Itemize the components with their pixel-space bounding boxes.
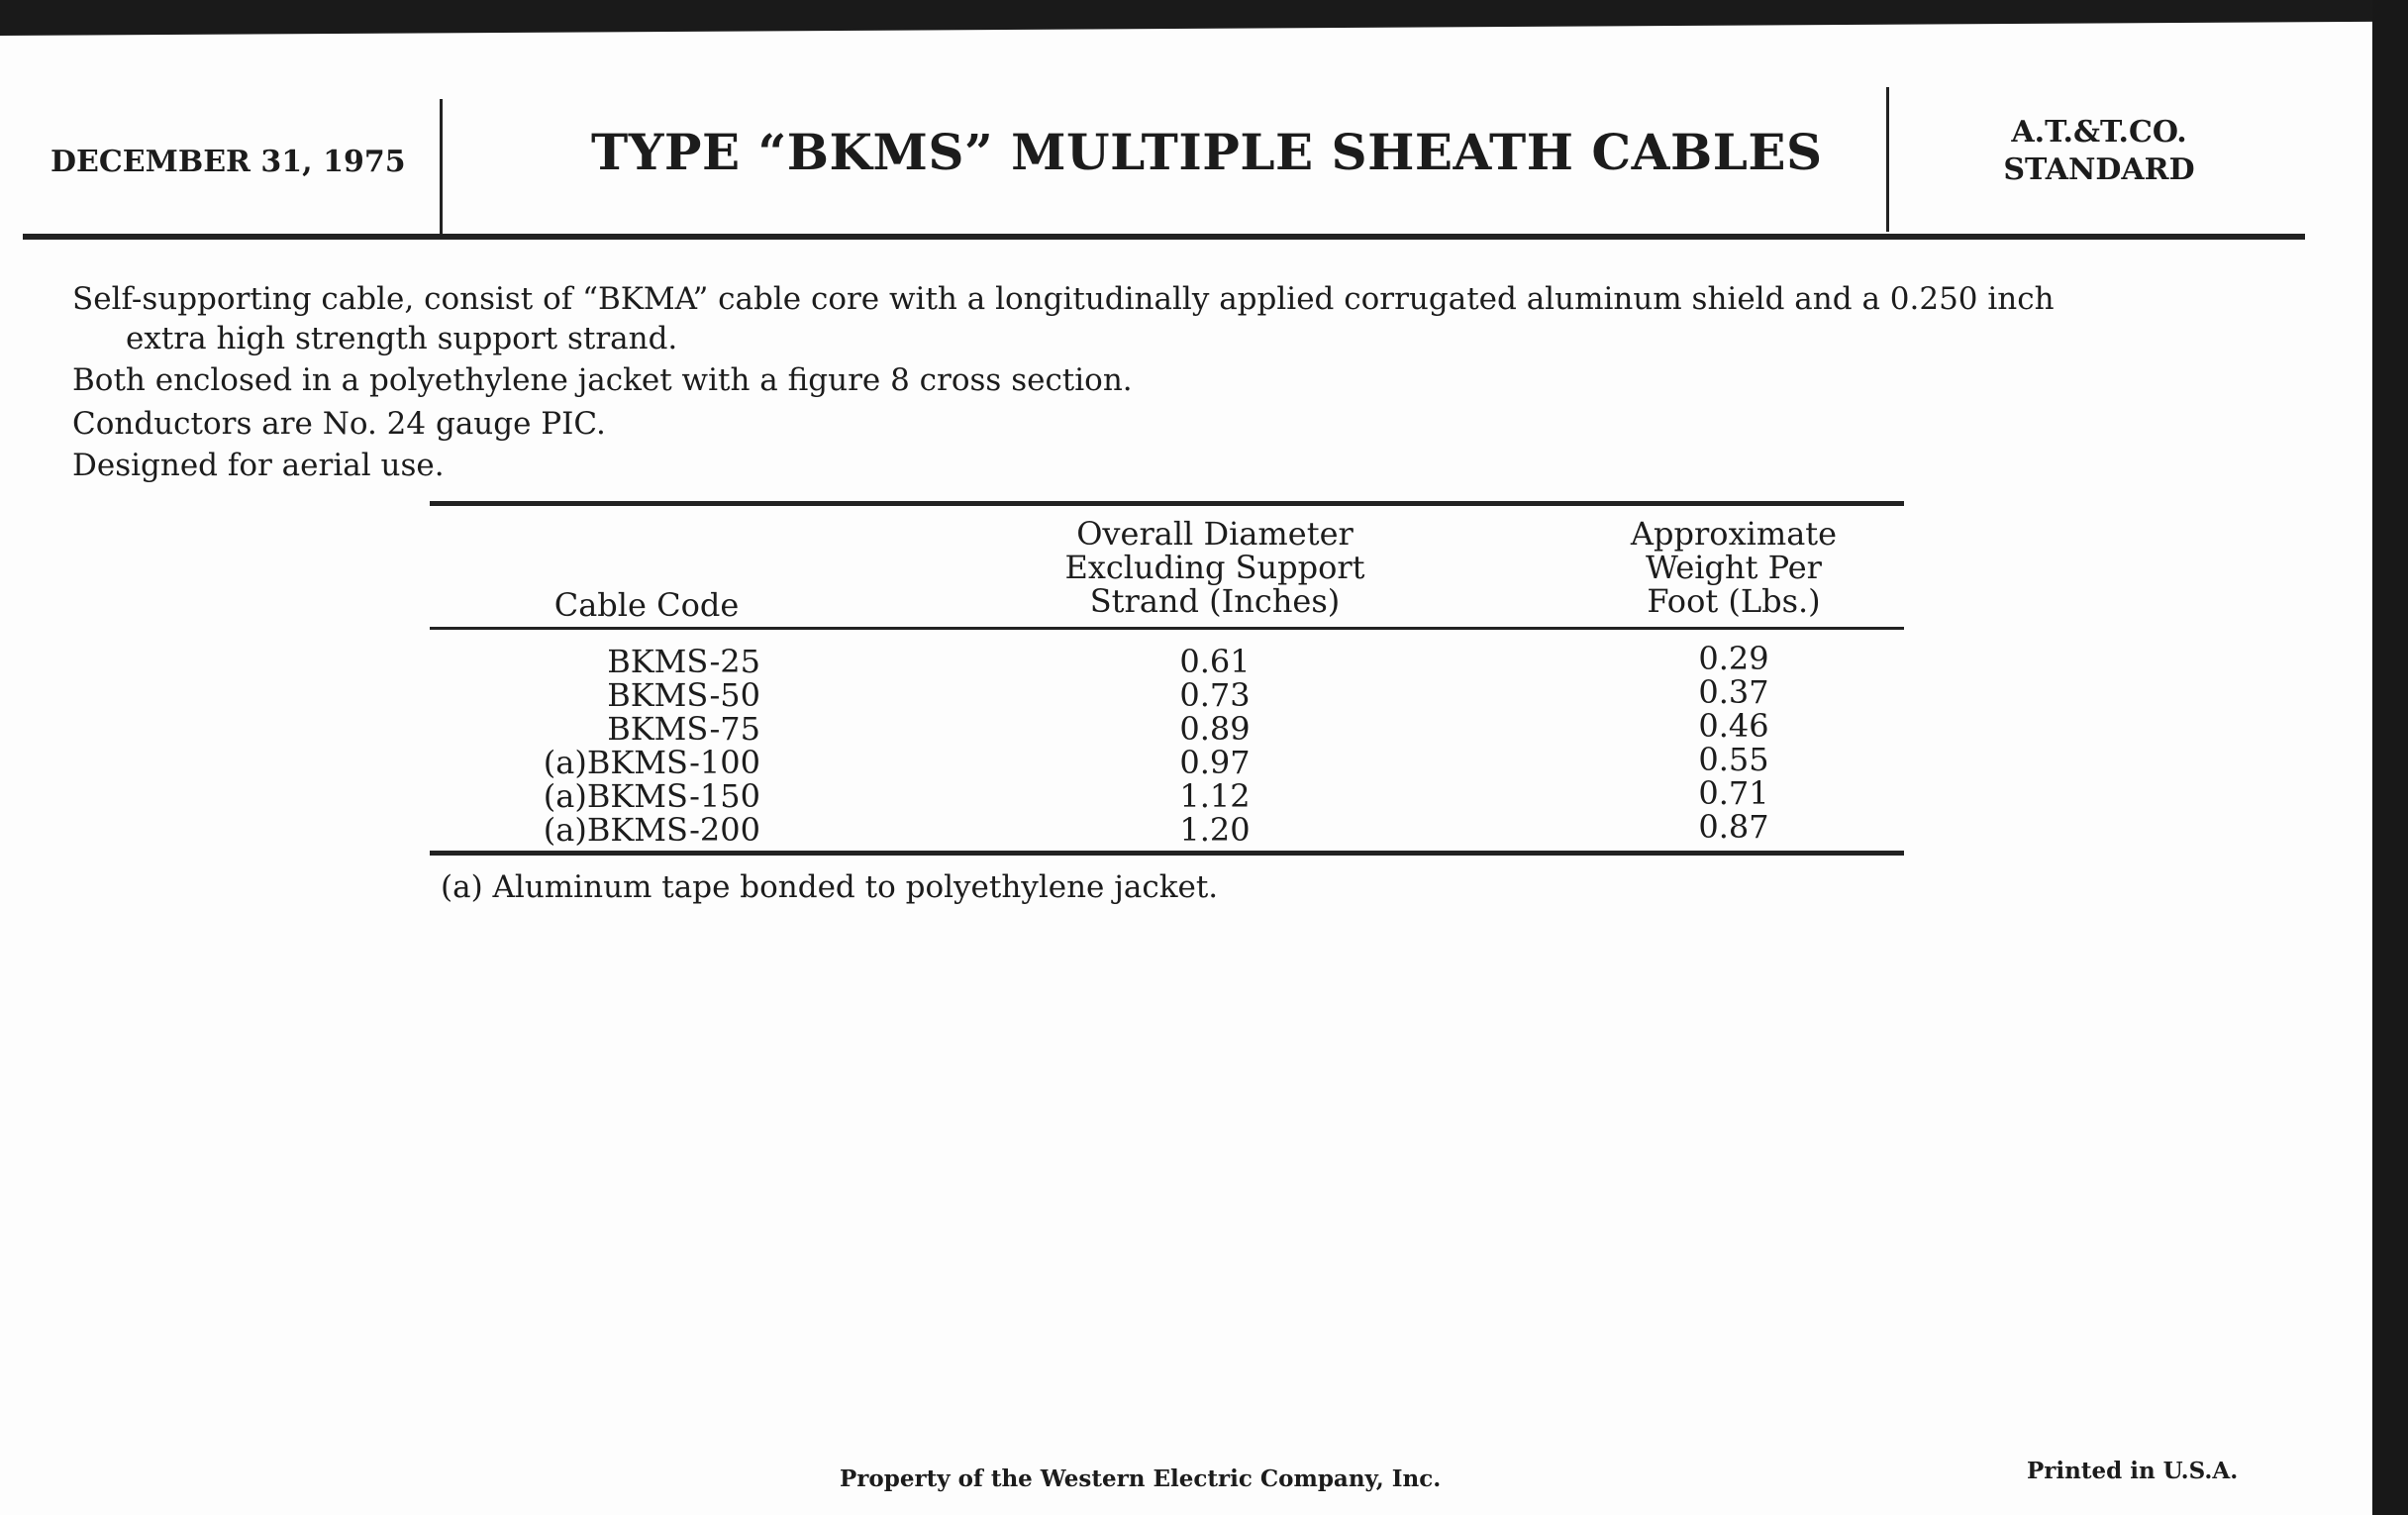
table-header-rule <box>430 627 1904 630</box>
description-line-1: Self-supporting cable, consist of “BKMA” cable core with a longitudinally applied corrugated aluminum shield and a 0.250 inch <box>72 281 2055 317</box>
header-divider-left <box>440 99 443 240</box>
cell-diameter: 1.20 <box>1179 811 1251 849</box>
cell-cable-code: BKMS-25 <box>607 643 760 680</box>
page-title: TYPE “BKMS” MULTIPLE SHEATH CABLES <box>591 123 1823 181</box>
footer-property-notice: Property of the Western Electric Company, Inc. <box>840 1465 1442 1492</box>
cell-diameter: 1.12 <box>1179 777 1251 815</box>
cell-weight: 0.29 <box>1698 640 1769 677</box>
cell-cable-code: (a)BKMS-100 <box>543 744 760 781</box>
cell-diameter: 0.61 <box>1179 643 1251 680</box>
document-date: DECEMBER 31, 1975 <box>50 145 406 179</box>
table-bottom-rule <box>430 851 1904 856</box>
header-rule <box>23 234 2305 240</box>
cell-weight: 0.87 <box>1698 808 1769 846</box>
cell-cable-code: BKMS-75 <box>607 710 760 748</box>
cell-diameter: 0.73 <box>1179 676 1251 714</box>
header-weight-2: Weight Per <box>1646 549 1822 586</box>
table-footnote: (a) Aluminum tape bonded to polyethylene jacket. <box>441 869 1219 905</box>
cell-weight: 0.71 <box>1698 774 1769 812</box>
table-top-rule <box>430 501 1904 506</box>
header-diameter-3: Strand (Inches) <box>1089 582 1341 620</box>
standard-label-line2: STANDARD <box>2003 152 2195 187</box>
cell-weight: 0.37 <box>1698 673 1769 711</box>
description-line-3: Conductors are No. 24 gauge PIC. <box>72 406 606 442</box>
description-line-1-cont: extra high strength support strand. <box>126 321 678 356</box>
header-weight-1: Approximate <box>1630 515 1838 553</box>
scan-border-right <box>2372 0 2408 1515</box>
cell-cable-code: BKMS-50 <box>607 676 760 714</box>
header-diameter-1: Overall Diameter <box>1076 515 1354 553</box>
standard-label-line1: A.T.&T.CO. <box>2011 115 2187 150</box>
header-divider-right <box>1886 87 1889 232</box>
description-line-4: Designed for aerial use. <box>72 448 445 483</box>
description-line-2: Both enclosed in a polyethylene jacket with a figure 8 cross section. <box>72 362 1133 398</box>
cell-cable-code: (a)BKMS-150 <box>543 777 760 815</box>
header-diameter-2: Excluding Support <box>1064 549 1365 586</box>
cell-weight: 0.46 <box>1698 707 1769 745</box>
cell-diameter: 0.97 <box>1179 744 1251 781</box>
header-weight-3: Foot (Lbs.) <box>1647 582 1821 620</box>
header-cable-code: Cable Code <box>553 586 740 624</box>
footer-printed-in: Printed in U.S.A. <box>2027 1458 2239 1484</box>
cell-weight: 0.55 <box>1698 741 1769 778</box>
cell-diameter: 0.89 <box>1179 710 1251 748</box>
scan-border-top <box>0 0 2408 36</box>
cell-cable-code: (a)BKMS-200 <box>543 811 760 849</box>
